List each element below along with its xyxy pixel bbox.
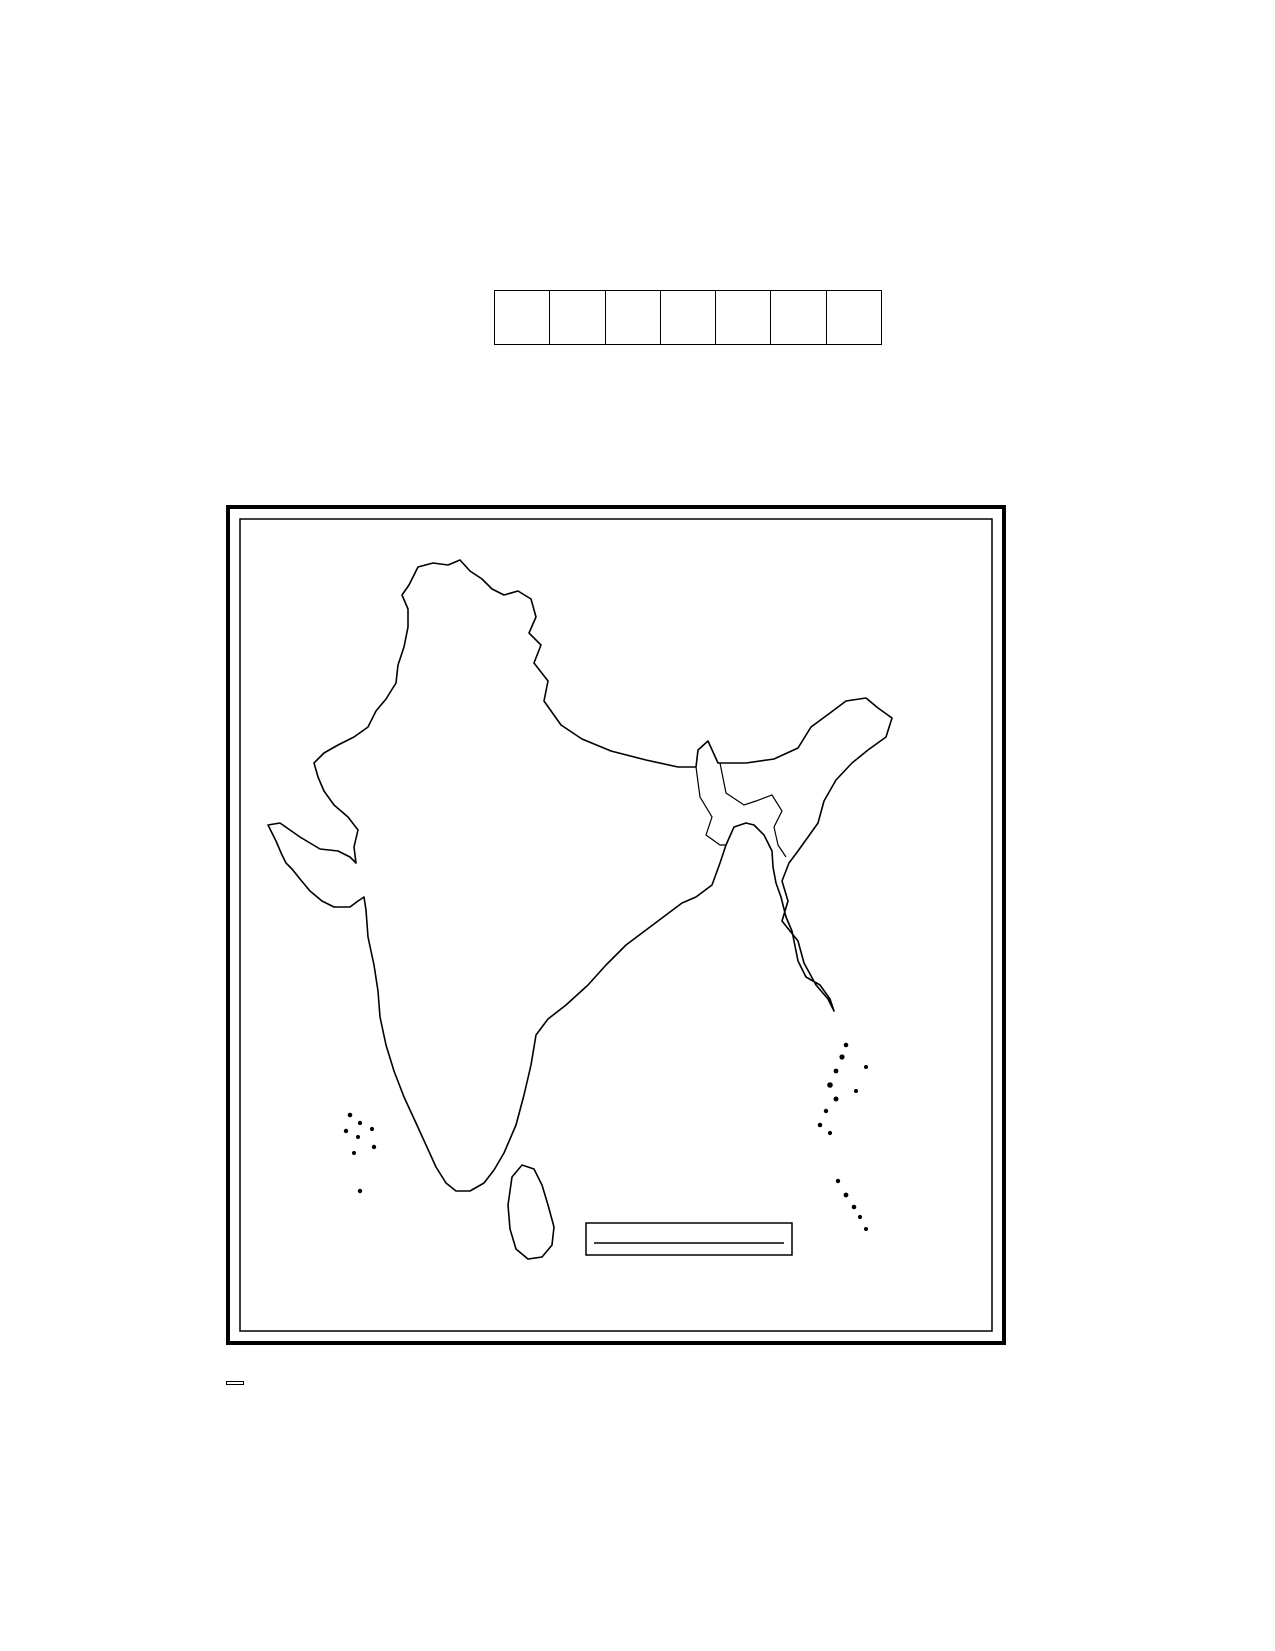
roll-digit-box[interactable]	[661, 291, 716, 344]
roll-digit-box[interactable]	[495, 291, 550, 344]
scale-bar	[586, 1223, 792, 1255]
sri-lanka-outline	[508, 1165, 554, 1259]
roll-digit-box[interactable]	[827, 291, 881, 344]
map-outer-frame	[228, 507, 1004, 1343]
paper-serial-code	[226, 1381, 244, 1385]
andaman-nicobar-islands	[818, 1043, 868, 1231]
roll-digit-box[interactable]	[550, 291, 605, 344]
india-mainland-outline	[268, 560, 892, 1191]
outline-map-india	[226, 505, 1006, 1345]
roll-number-boxes[interactable]	[494, 290, 882, 345]
roll-digit-box[interactable]	[606, 291, 661, 344]
roll-digit-box[interactable]	[716, 291, 771, 344]
lakshadweep-islands	[344, 1113, 376, 1194]
map-inner-frame	[240, 519, 992, 1331]
map-svg	[226, 505, 1006, 1345]
roll-digit-box[interactable]	[771, 291, 826, 344]
eastern-border-line	[696, 763, 786, 857]
